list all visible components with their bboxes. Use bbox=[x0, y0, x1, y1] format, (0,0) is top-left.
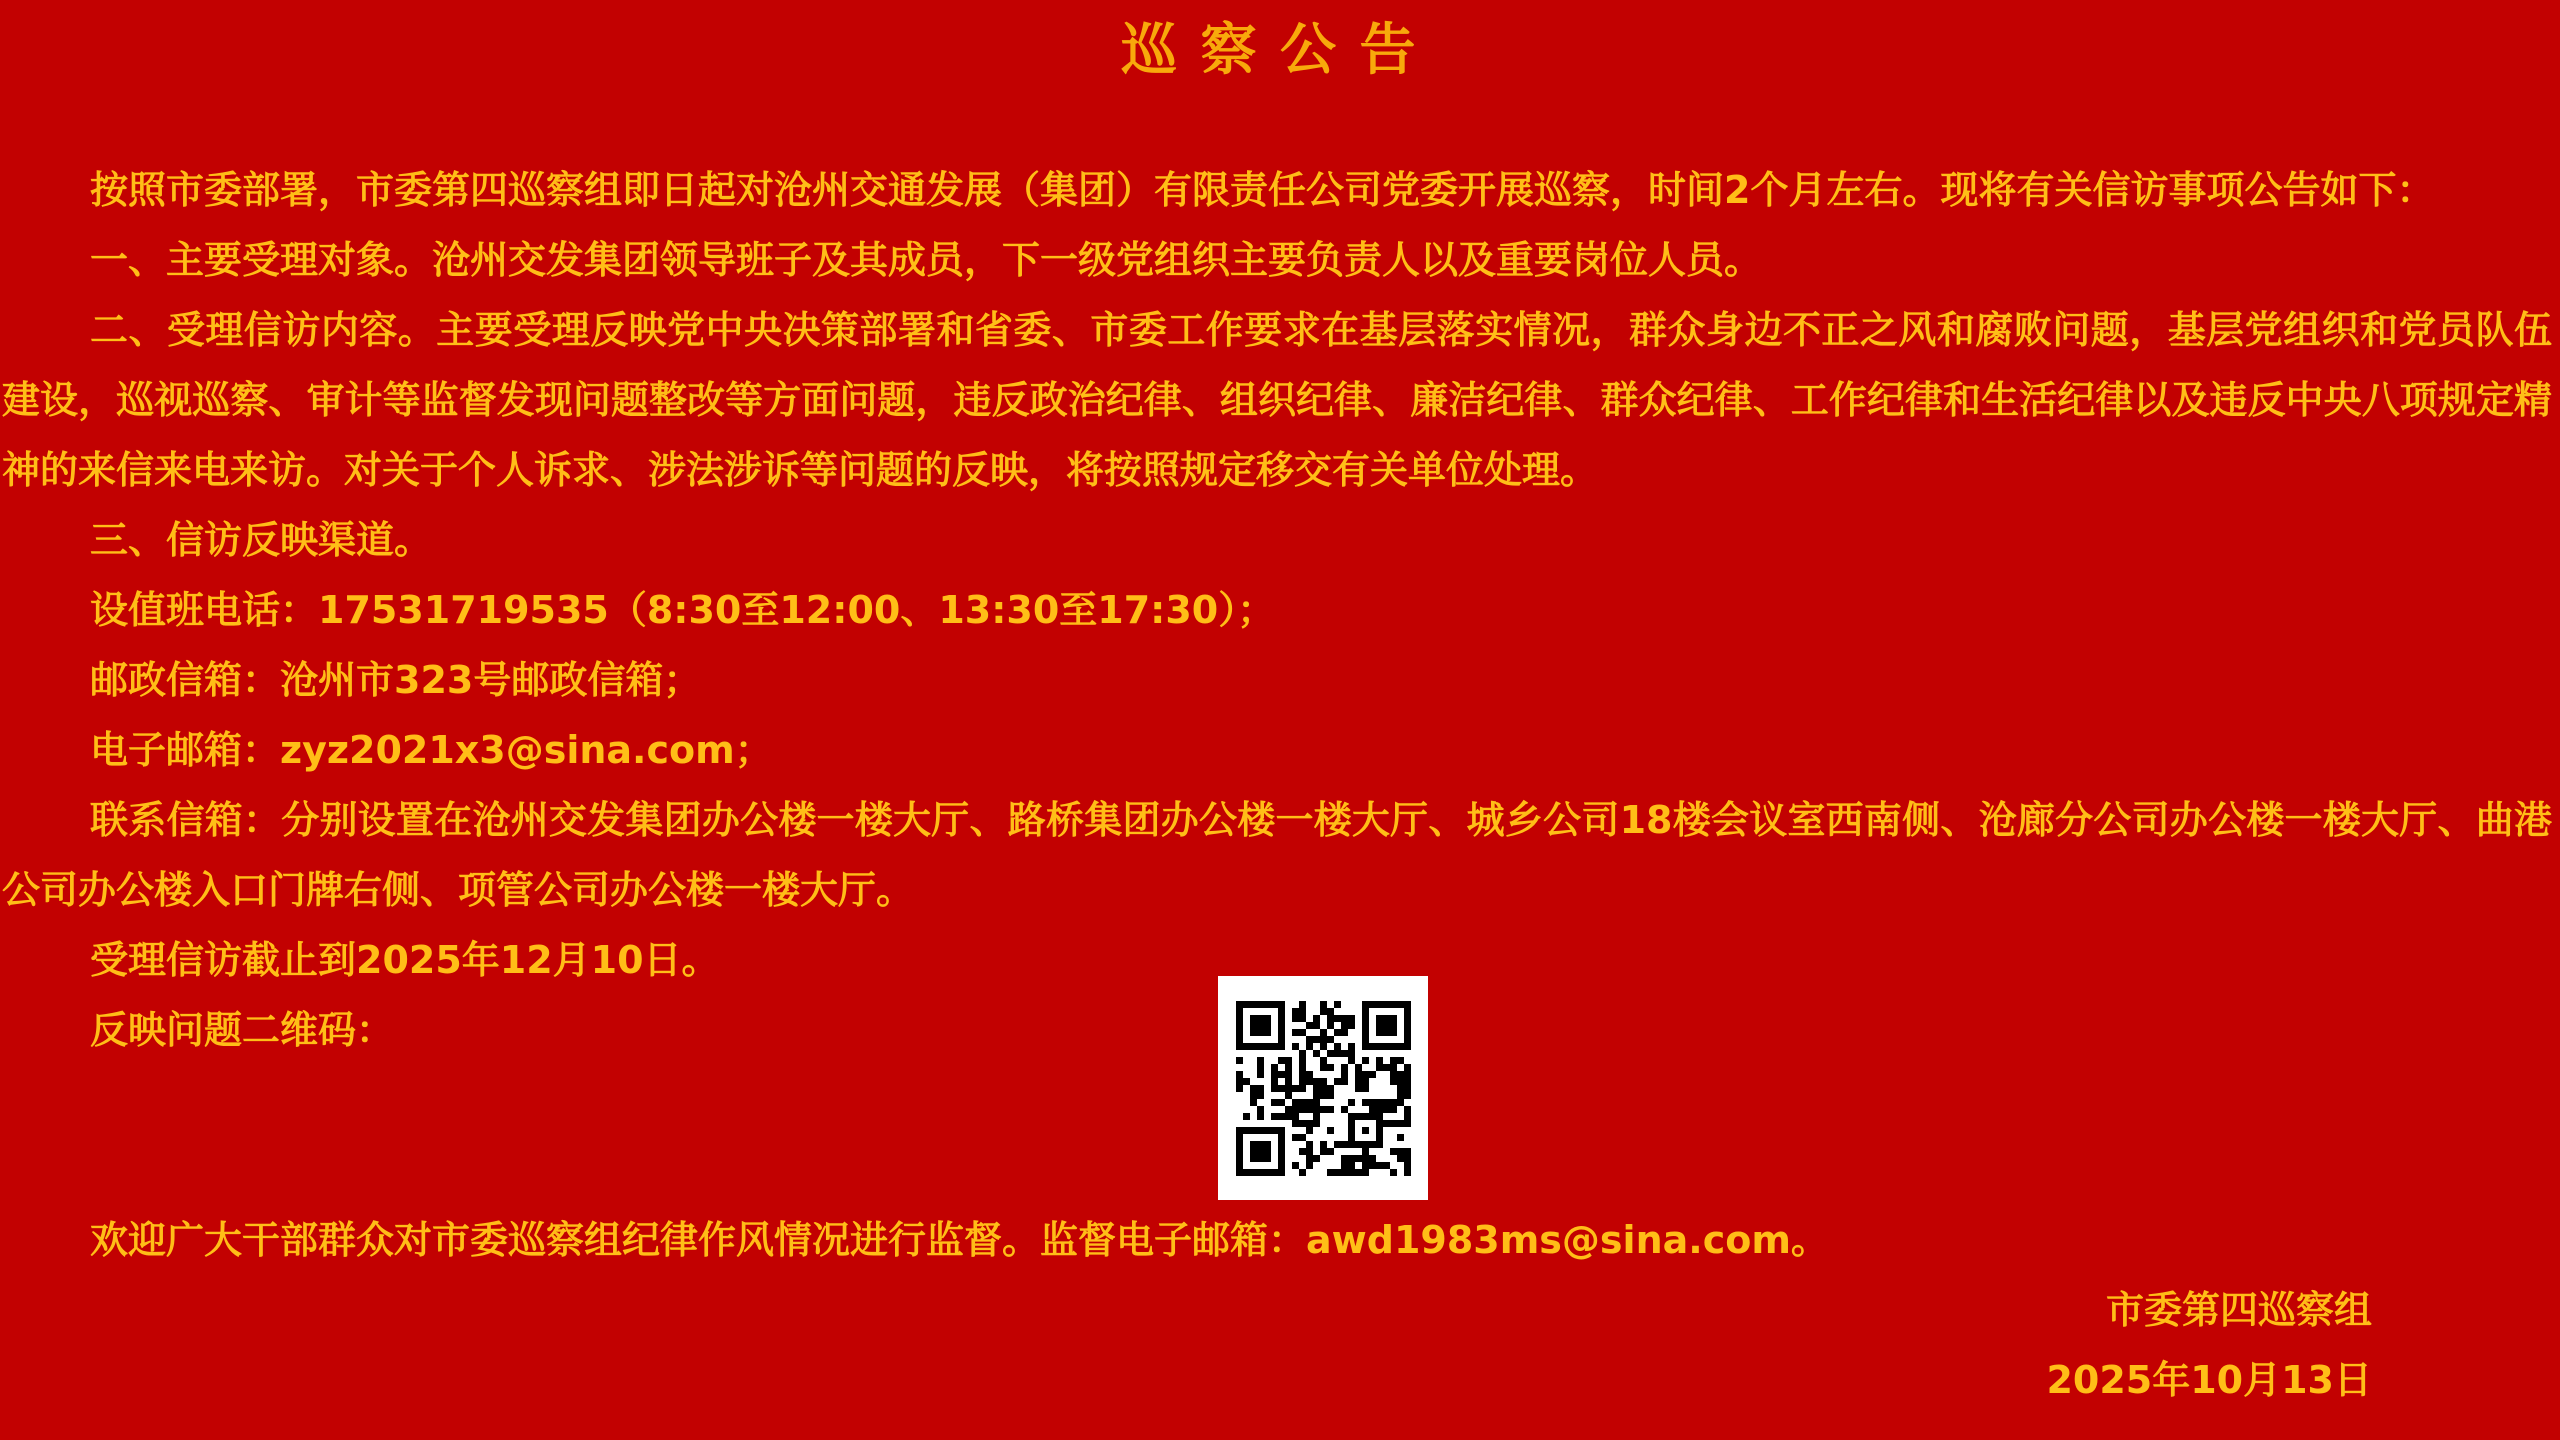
section-1-targets: 一、主要受理对象。沧州交发集团领导班子及其成员，下一级党组织主要负责人以及重要岗位人员。 bbox=[90, 238, 1763, 282]
deadline-line: 受理信访截止到2025年12月10日。 bbox=[90, 938, 720, 982]
signature-unit: 市委第四巡察组 bbox=[2105, 1288, 2372, 1332]
intro-paragraph: 按照市委部署，市委第四巡察组即日起对沧州交通发展（集团）有限责任公司党委开展巡察，时间2个月左右。现将有关信访事项公告如下： bbox=[90, 168, 2435, 212]
section-2-scope: 二、受理信访内容。主要受理反映党中央决策部署和省委、市委工作要求在基层落实情况，群众身边不正之风和腐败问题，基层党组织和党员队伍建设，巡视巡察、审计等监督发现问题整改等方面问题，违反政治纪律、组织纪律、廉洁纪律、群众纪律、工作纪律和生活纪律以及违反中央八项规定精神的来信来电来访。对关于个人诉求、涉法涉诉等问题的反映，将按照规定移交有关单位处理。 bbox=[2, 308, 2552, 492]
email-line: 电子邮箱：zyz2021x3@sina.com； bbox=[90, 728, 773, 772]
page-title: 巡察公告 bbox=[1120, 17, 1440, 83]
section-3-channels: 三、信访反映渠道。 bbox=[90, 518, 433, 562]
qr-code-image bbox=[1236, 1001, 1411, 1176]
phone-line: 设值班电话：17531719535（8:30至12:00、13:30至17:30）； bbox=[90, 588, 1276, 632]
qr-label-line: 反映问题二维码： bbox=[90, 1008, 395, 1052]
notice-body bbox=[0, 155, 2560, 1415]
postal-box-line: 邮政信箱：沧州市323号邮政信箱； bbox=[90, 658, 702, 702]
signature-date: 2025年10月13日 bbox=[2046, 1358, 2372, 1402]
qr-code bbox=[1218, 976, 1428, 1200]
contact-boxes-line: 联系信箱：分别设置在沧州交发集团办公楼一楼大厅、路桥集团办公楼一楼大厅、城乡公司18楼会议室西南侧、沧廊分公司办公楼一楼大厅、曲港公司办公楼入口门牌右侧、项管公司办公楼一楼大厅。 bbox=[2, 798, 2552, 912]
supervision-line: 欢迎广大干部群众对市委巡察组纪律作风情况进行监督。监督电子邮箱：awd1983ms@sina.com。 bbox=[90, 1218, 1829, 1262]
